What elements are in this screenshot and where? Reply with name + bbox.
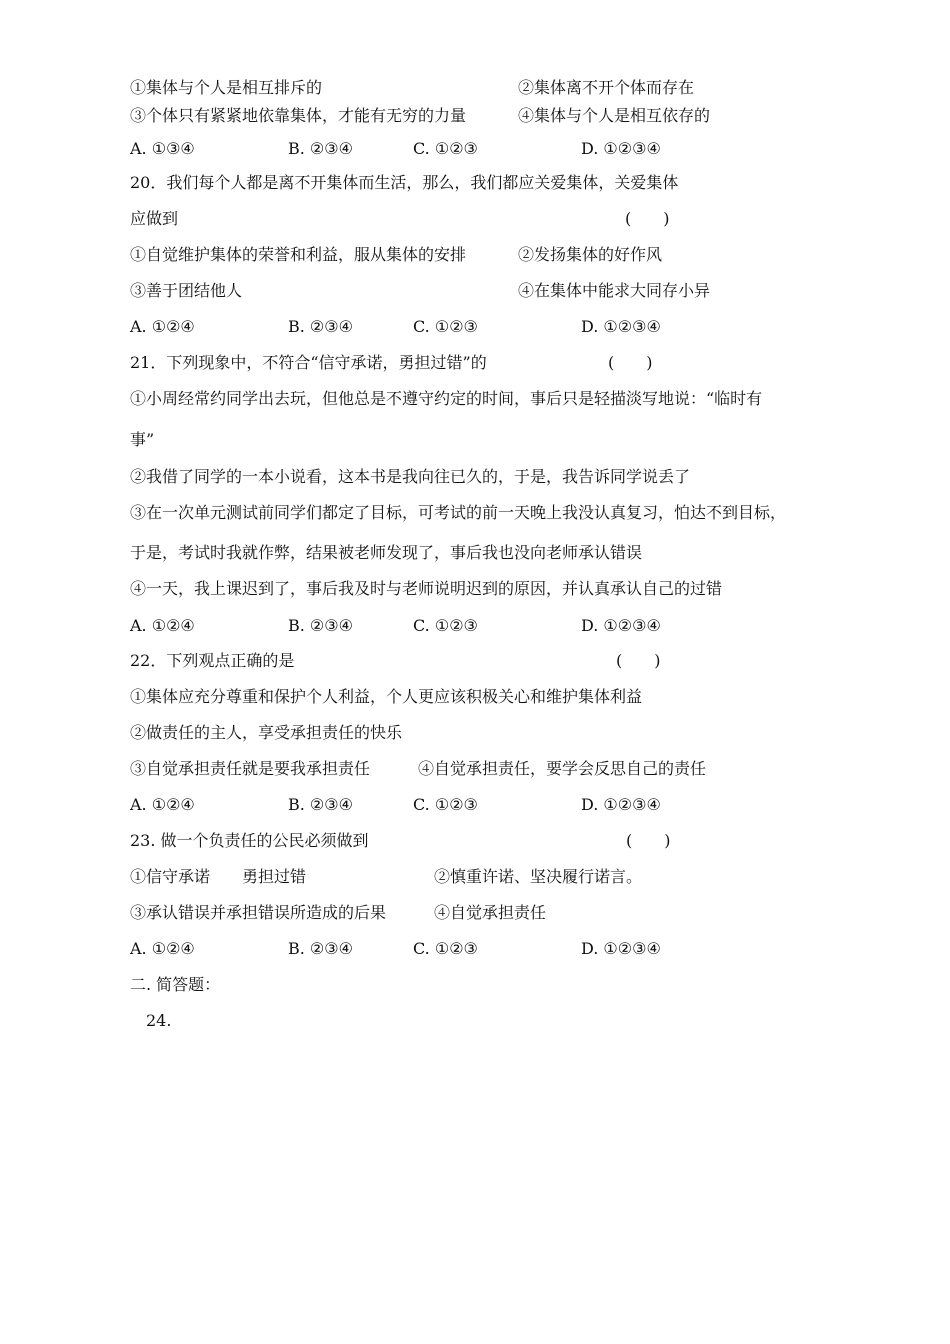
option-b: B. ②③④ — [288, 139, 353, 158]
question-stem: 22．下列观点正确的是 — [130, 651, 295, 670]
statement-3: ③善于团结他人 — [130, 281, 243, 300]
question-stem: 20．我们每个人都是离不开集体而生活，那么，我们都应关爱集体，关爱集体 — [130, 173, 679, 192]
statement-2: ②做责任的主人，享受承担责任的快乐 — [130, 723, 403, 742]
option-a: A. ①②④ — [130, 317, 195, 336]
statement-3-continued: 于是，考试时我就作弊，结果被老师发现了，事后我也没向老师承认错误 — [130, 543, 643, 562]
statement-4: ④一天，我上课迟到了，事后我及时与老师说明迟到的原因，并认真承认自己的过错 — [130, 579, 723, 598]
option-c: C. ①②③ — [413, 317, 478, 336]
option-b: B. ②③④ — [288, 795, 353, 814]
statement-2: ②慎重许诺、坚决履行诺言。 — [434, 867, 643, 886]
statement-3: ③承认错误并承担错误所造成的后果 — [130, 903, 387, 922]
statement-4: ④在集体中能求大同存小异 — [518, 281, 711, 300]
statement-4: ④自觉承担责任，要学会反思自己的责任 — [418, 759, 707, 778]
statement-2: ②集体离不开个体而存在 — [518, 78, 695, 97]
statement-3: ③个体只有紧紧地依靠集体，才能有无穷的力量 — [130, 106, 467, 125]
question-number: 24. — [146, 1011, 172, 1030]
option-c: C. ①②③ — [413, 616, 478, 635]
option-d: D. ①②③④ — [581, 616, 661, 635]
option-d: D. ①②③④ — [581, 795, 661, 814]
answer-paren: ( ) — [626, 831, 671, 850]
statement-1-continued: 事” — [130, 430, 155, 449]
section-title: 二. 简答题： — [130, 975, 221, 994]
option-a: A. ①②④ — [130, 616, 195, 635]
option-c: C. ①②③ — [413, 139, 478, 158]
option-b: B. ②③④ — [288, 616, 353, 635]
statement-3: ③在一次单元测试前同学们都定了目标，可考试的前一天晚上我没认真复习，怕达不到目标， — [130, 503, 787, 522]
option-d: D. ①②③④ — [581, 139, 661, 158]
question-stem: 23. 做一个负责任的公民必须做到 — [130, 831, 369, 850]
option-b: B. ②③④ — [288, 317, 353, 336]
statement-1: ①信守承诺 勇担过错 — [130, 867, 307, 886]
answer-paren: ( ) — [616, 651, 661, 670]
option-a: A. ①②④ — [130, 939, 195, 958]
statement-2: ②我借了同学的一本小说看，这本书是我向往已久的，于是，我告诉同学说丢了 — [130, 467, 691, 486]
option-d: D. ①②③④ — [581, 317, 661, 336]
option-b: B. ②③④ — [288, 939, 353, 958]
answer-paren: ( ) — [625, 209, 670, 228]
statement-4: ④自觉承担责任 — [434, 903, 547, 922]
answer-paren: ( ) — [608, 353, 653, 372]
option-d: D. ①②③④ — [581, 939, 661, 958]
statement-1: ①小周经常约同学出去玩，但他总是不遵守约定的时间，事后只是轻描淡写地说：“临时有 — [130, 389, 763, 408]
option-c: C. ①②③ — [413, 795, 478, 814]
statement-3: ③自觉承担责任就是要我承担责任 — [130, 759, 371, 778]
question-stem: 21．下列现象中，不符合“信守承诺，勇担过错”的 — [130, 353, 487, 372]
option-c: C. ①②③ — [413, 939, 478, 958]
statement-1: ①集体与个人是相互排斥的 — [130, 78, 323, 97]
statement-1: ①集体应充分尊重和保护个人利益，个人更应该积极关心和维护集体利益 — [130, 687, 643, 706]
statement-2: ②发扬集体的好作风 — [518, 245, 663, 264]
option-a: A. ①②④ — [130, 795, 195, 814]
option-a: A. ①③④ — [130, 139, 195, 158]
statement-1: ①自觉维护集体的荣誉和利益，服从集体的安排 — [130, 245, 467, 264]
question-stem-continued: 应做到 — [130, 209, 179, 228]
statement-4: ④集体与个人是相互依存的 — [518, 106, 711, 125]
